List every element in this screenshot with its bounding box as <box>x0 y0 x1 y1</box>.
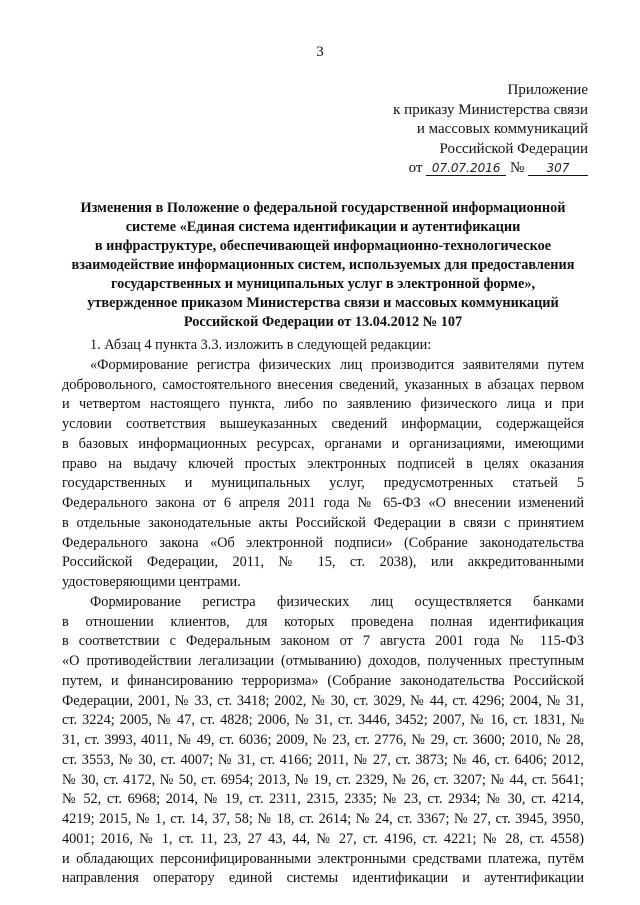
body-line: условии соответствия вышеуказанных сведений информации, содержащейся <box>62 416 584 432</box>
title-line: Изменения в Положение о федеральной государственной информационной <box>80 200 566 216</box>
body-line: в отдельные законодательные акты Российской Федерации в связи с принятием <box>62 514 584 531</box>
body-line: 31, ст. 3993, 4011, № 49, ст. 6036; 2009, № 23, ст. 2776, № 29, ст. 3600; 2010, № 28, <box>62 732 584 748</box>
from-label: от <box>408 160 423 176</box>
body-line: в отношении клиентов, для которых проведена полная идентификация <box>62 613 584 630</box>
body-line: Российской Федерации, 2011, № 15, ст. 2038), или аккредитованными <box>62 554 584 571</box>
body-line: ст. 3553, № 30, ст. 4007; № 31, ст. 4166; 2011, № 27, ст. 3873; № 46, ст. 6406; 2012, <box>62 751 584 768</box>
body-line: № 52, ст. 6968; 2014, № 19, ст. 2311, 2315, 2335; № 23, ст. 2934; № 30, ст. 4214, <box>62 791 584 808</box>
body-line: в соответствии с Федеральным законом от 7 августа 2001 года № 115-ФЗ <box>62 633 584 650</box>
body-line: «Формирование регистра физических лиц производится заявителями путем <box>90 356 584 373</box>
body-line: и обладающих персонифицированными электронными средствами платежа, путём <box>62 850 584 867</box>
title-line: утвержденное приказом Министерства связи и массовых коммуникаций <box>87 295 559 311</box>
document-title <box>40 199 606 332</box>
body-line: Формирование регистра физических лиц осуществляется банками <box>90 593 584 610</box>
annex-date-number-line <box>288 159 588 179</box>
annex-header <box>288 81 588 179</box>
title-line: Российской Федерации от 13.04.2012 № 107 <box>183 314 463 330</box>
title-line: системе «Единая система идентификации и аутентификации <box>125 219 521 235</box>
annex-order-ref: к приказу Министерства связи <box>393 101 588 118</box>
body-line: ст. 3224; 2005, № 47, ст. 4828; 2006, № 31, ст. 3446, 3452; 2007, № 16, ст. 1831, № <box>62 712 584 729</box>
annex-country-line: Российской Федерации <box>439 140 588 157</box>
body-line: Федерации, 2001, № 33, ст. 3418; 2002, № 30, ст. 3029, № 44, ст. 4296; 2004, № 31, <box>62 692 584 709</box>
annex-ministry-line: и массовых коммуникаций <box>416 121 588 137</box>
body-line: Федерального закона от 6 апреля 2011 года № 65-ФЗ «О внесении изменений <box>62 495 584 511</box>
item-1-heading: 1. Абзац 4 пункта 3.3. изложить в следующей редакции: <box>90 337 432 353</box>
body-line: Федерального закона «Об электронной подписи» (Собрание законодательства <box>62 534 584 551</box>
number-label: № <box>509 160 525 176</box>
body-line: государственных и муниципальных услуг, предусмотренных статьей 5 <box>62 475 584 492</box>
handwritten-date: 07.07.2016 <box>426 161 506 176</box>
body-line: добровольного, самостоятельного внесения сведений, указанных в абзацах первом <box>62 376 584 393</box>
title-line: государственных и муниципальных услуг в электронной форме», <box>110 276 536 292</box>
paragraph-1 <box>62 356 584 593</box>
document-body <box>62 336 584 889</box>
body-line: путем, и финансированию терроризма» (Собрание законодательства Российской <box>62 672 584 689</box>
title-line: взаимодействие информационных систем, используемых для предоставления <box>71 257 575 273</box>
annex-title: Приложение <box>507 82 588 98</box>
handwritten-number: 307 <box>528 161 588 176</box>
page-number: 3 <box>316 44 324 60</box>
body-line: «О противодействии легализации (отмыванию) доходов, полученных преступным <box>62 653 584 669</box>
body-line: 4001; 2016, № 1, ст. 11, 23, 27 43, 44, № 27, ст. 4196, ст. 4221; № 28, ст. 4558) <box>62 830 584 847</box>
body-line: и четвертом настоящего пункта, либо по заявлению физического лица и при <box>62 396 584 413</box>
body-line: направления оператору единой системы идентификации и аутентификации <box>62 870 584 887</box>
paragraph-2 <box>62 593 584 889</box>
body-line: в базовых информационных ресурсах, органами и организациями, имеющими <box>62 435 584 452</box>
title-line: в инфраструктуре, обеспечивающей информационно-технологическое <box>94 238 552 254</box>
body-line: № 30, ст. 4172, № 50, ст. 6954; 2013, № 19, ст. 2329, № 26, ст. 3207; № 44, ст. 5641; <box>62 771 584 788</box>
body-line: право на выдачу ключей простых электронных подписей в целях оказания <box>62 455 584 472</box>
body-line: удостоверяющими центрами. <box>62 574 241 590</box>
body-line: 4219; 2015, № 1, ст. 14, 37, 58; № 18, ст. 2614; № 24, ст. 3367; № 27, ст. 3945, 3950, <box>62 811 584 827</box>
